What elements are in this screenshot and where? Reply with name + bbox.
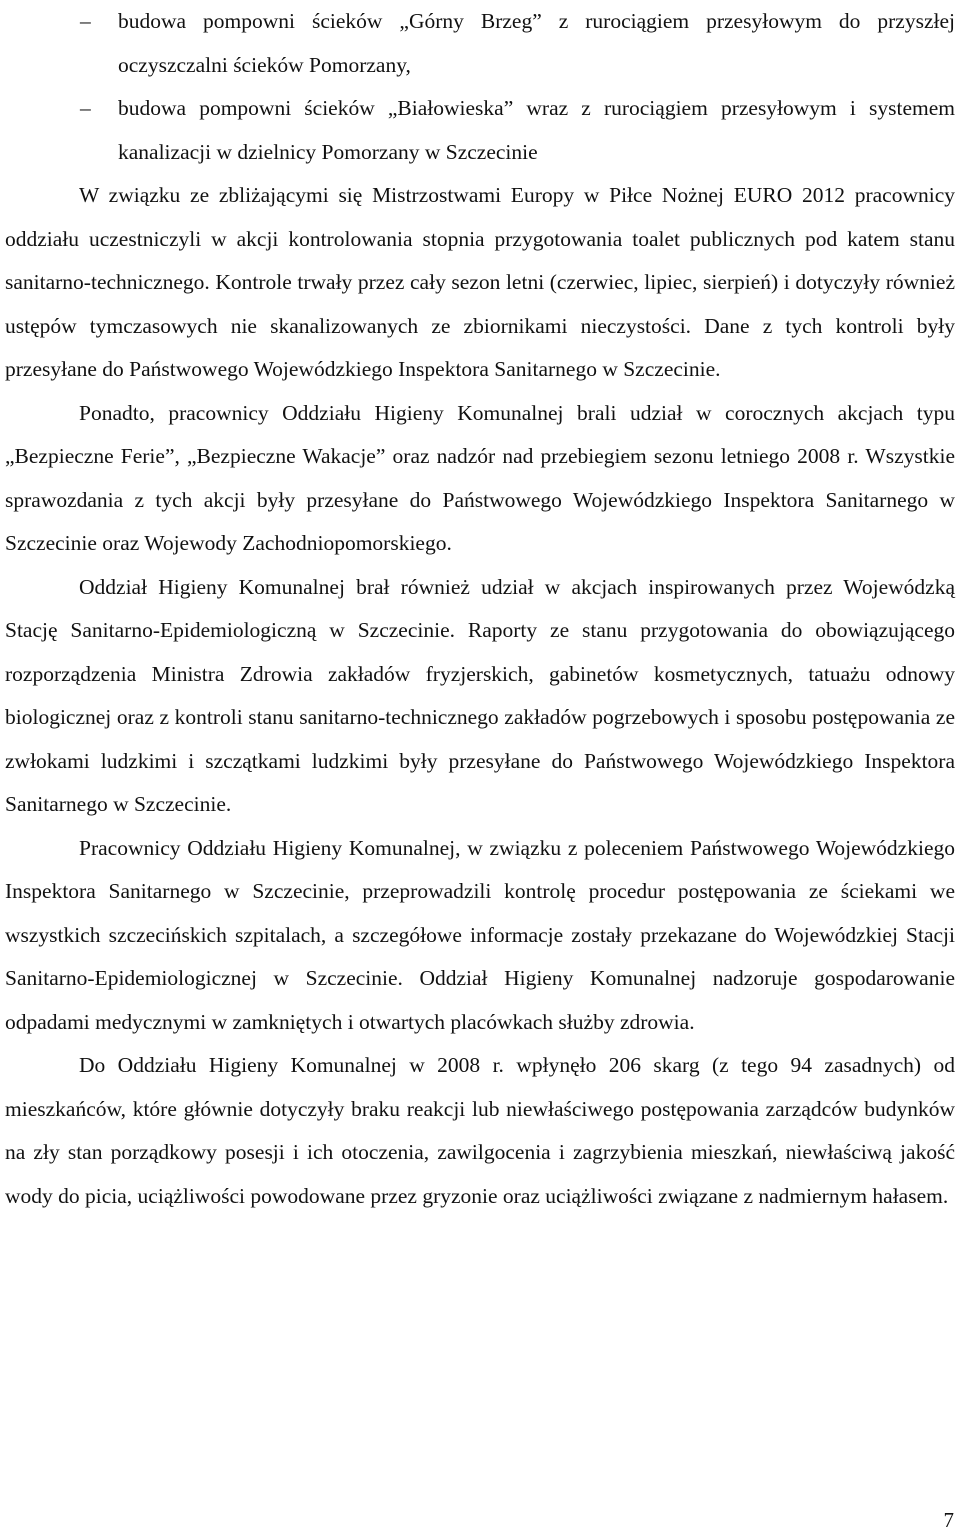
paragraph-euro-2012: W związku ze zbliżającymi się Mistrzostwami Europy w Piłce Nożnej EURO 2012 pracownicy oddziału uczestniczyli w akcji kontrolowania stopnia przygotowania toalet publicznych pod katem stanu sanitarno-technicznego. Kontrole trwały przez cały sezon letni (czerwiec, lipiec, sierpień) i dotyczyły również ustępów tymczasowych nie skanalizowanych ze zbiornikami nieczystości. Dane z tych kontroli były przesyłane do Państwowego Wojewódzkiego Inspektora Sanitarnego w Szczecinie. — [5, 183, 955, 381]
list-item — [5, 87, 955, 174]
list-dash-marker: – — [80, 9, 91, 33]
document-page — [5, 0, 955, 1218]
list-item-text: budowa pompowni ścieków „Białowieska” wraz z rurociągiem przesyłowym i systemem kanalizacji w dzielnicy Pomorzany w Szczecinie — [118, 96, 955, 164]
list-item — [5, 0, 955, 87]
paragraph-hospital-sewage: Pracownicy Oddziału Higieny Komunalnej, w związku z poleceniem Państwowego Wojewódzkiego Inspektora Sanitarnego w Szczecinie, przeprowadzili kontrolę procedur postępowania ze ściekami we wszystkich szczecińskich szpitalach, a szczegółowe informacje zostały przekazane do Wojewódzkiej Stacji Sanitarno-Epidemiologicznej w Szczecinie. Oddział Higieny Komunalnej nadzoruje gospodarowanie odpadami medycznymi w zamkniętych i otwartych placówkach służby zdrowia. — [5, 835, 955, 1034]
paragraph-seasonal-actions: Ponadto, pracownicy Oddziału Higieny Komunalnej brali udział w corocznych akcjach typu „Bezpieczne Ferie”, „Bezpieczne Wakacje” oraz nadzór nad przebiegiem sezonu letniego 2008 r. Wszystkie sprawozdania z tych akcji były przesyłane do Państwowego Wojewódzkiego Inspektora Sanitarnego w Szczecinie oraz Wojewody Zachodniopomorskiego. — [5, 400, 955, 555]
list-item-text: budowa pompowni ścieków „Górny Brzeg” z rurociągiem przesyłowym do przyszłej oczyszczalni ścieków Pomorzany, — [118, 9, 955, 77]
paragraph-complaints: Do Oddziału Higieny Komunalnej w 2008 r. wpłynęło 206 skarg (z tego 94 zasadnych) od mieszkańców, które głównie dotyczyły braku reakcji lub niewłaściwego postępowania zarządców budynków na zły stan porządkowy posesji i ich otoczenia, zawilgocenia i zagrzybienia mieszkań, niewłaściwą jakość wody do picia, uciążliwości powodowane przez gryzonie oraz uciążliwości związane z nadmiernym hałasem. — [5, 1053, 955, 1208]
page-number: 7 — [943, 1508, 954, 1532]
list-dash-marker: – — [80, 96, 91, 120]
paragraph-wsse-actions: Oddział Higieny Komunalnej brał również udział w akcjach inspirowanych przez Wojewódzką Stację Sanitarno-Epidemiologiczną w Szczecinie. Raporty ze stanu przygotowania do obowiązującego rozporządzenia Ministra Zdrowia zakładów fryzjerskich, gabinetów kosmetycznych, tatuażu odnowy biologicznej oraz z kontroli stanu sanitarno-technicznego zakładów pogrzebowych i sposobu postępowania ze zwłokami ludzkimi i szczątkami ludzkimi były przesyłane do Państwowego Wojewódzkiego Inspektora Sanitarnego w Szczecinie. — [5, 574, 955, 816]
